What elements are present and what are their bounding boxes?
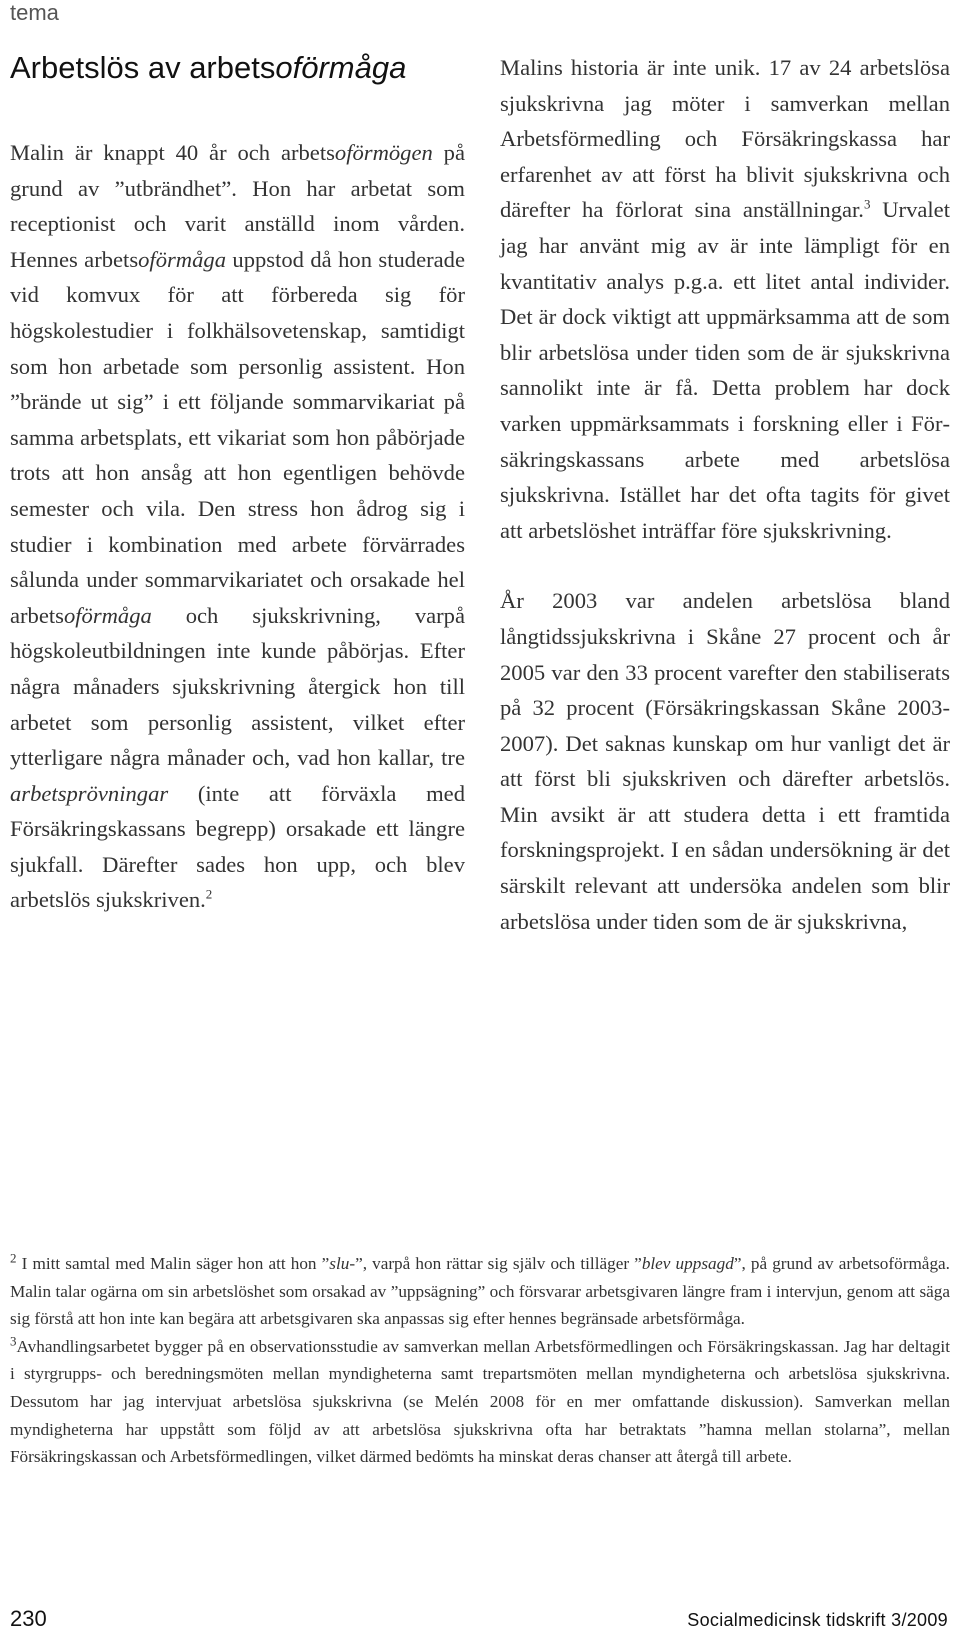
footnote-number: 3 <box>10 1333 17 1349</box>
text-run: (inte att förväxla med Försäkringskassans begrepp) orsakade ett längre sjukfall. Därefter sades hon upp, och blev arbetslös sjukskriven. <box>10 780 465 913</box>
italic-run: oförmåga <box>138 246 226 272</box>
text-run: I mitt samtal med Malin säger hon att hon ” <box>16 1254 330 1273</box>
italic-run: oförmögen <box>334 140 433 165</box>
text-run: och sjukskrivning, varpå högskoleutbildningen inte kunde påbörjas. Efter några månaders sjukskrivning återgick hon till arbetet som personlig assistent, vilket efter ytterligare några månader och, vad hon kallar, tre <box>10 602 465 771</box>
footnote-number: 2 <box>10 1250 17 1266</box>
right-paragraph-2: År 2003 var andelen arbetslösa bland långtidssjukskrivna i Skåne 27 procent och år 2005 var den 33 procent varefter den stabiliserats på 32 procent (Försäkringskassan Skåne 2003-2007). Det saknas kunskap om hur vanligt det är att först bli sjukskriven och därefter arbetslös. Min avsikt är att studera detta i ett framtida forskningsprojekt. I en sådan undersökning är det särskilt relevant att undersöka andelen som blir arbetslösa under tiden som de är sjukskrivna, <box>500 588 950 934</box>
italic-run: oförmåga <box>63 602 152 628</box>
footnote-ref-2[interactable]: 2 <box>205 886 213 902</box>
title-italic: oförmåga <box>275 50 407 85</box>
journal-name: Socialmedicinsk tidskrift 3/2009 <box>687 1610 948 1630</box>
text-run: på grund av ”utbrändhet”. Hon har arbetat som receptionist och varit anställd inom vården. Hennes arbets <box>10 140 465 272</box>
text-run: ”, varpå hon rättar sig själv och tilläger ” <box>355 1254 642 1273</box>
right-paragraph-1 <box>500 50 950 548</box>
footnote-3 <box>10 1333 950 1471</box>
right-column <box>500 50 950 939</box>
page-number: 230 <box>10 1606 47 1631</box>
text-run: Malins historia är inte unik. 17 av 24 arbetslösa sjukskrivna jag möter i samverkan mellan Arbetsförmedling och Försäkringskassa har erfarenhet av att först ha blivit sjukskrivna och därefter ha förlorat sina anställningar. <box>500 55 950 223</box>
text-run: Urvalet jag har använt mig av är inte lämpligt för en kvantitativ analys p.g.a. ett litet antal individer. Det är dock viktigt att uppmärksamma att de som blir arbetslösa under tiden som de är sjukskrivna sannolikt inte är få. Detta problem har dock varken uppmärksammats i forskning eller i Försäkringskassans arbete med arbetslösa sjukskrivna. Istället har det ofta tagits för givet att arbetslöshet inträffar före sjukskrivning. <box>500 197 950 543</box>
text-run: Avhandlingsarbetet bygger på en observationsstudie av samverkan mellan Arbetsförmedlingen och Försäkringskassan. Jag har deltagit i styrgrupps- och beredningsmöten mellan myndigheterna samt trepartsmöten mellan myndigheterna och arbetslösa sjukskrivna. Dessutom har jag intervjuat arbetslösa sjukskrivna (se Melén 2008 för en mer omfattande diskussion). Samverkan mellan myndigheterna har uppstått som följd av att arbetslösa sjukskrivna ofta har betraktats ”hamna mellan stolarna”, mellan Försäkringskassan och Arbetsförmedlingen, vilket därmed bedömts ha minskat deras chanser att återgå till arbete. <box>10 1336 950 1467</box>
italic-run: arbetsprövningar <box>10 780 169 806</box>
footnote-2 <box>10 1250 950 1333</box>
text-run: uppstod då hon studerade vid komvux för att förbereda sig för högskolestudier i folkhälsovetenskap, samtidigt som hon arbetade som personlig assistent. Hon ”brände ut sig” i ett följande sommarvikariat på samma arbetsplats, ett vikariat som hon påbörjade trots att hon ansåg att hon egentligen behövde semester och vila. Den stress hon ådrog sig i studier i kombination med arbete förvärrades sålunda under sommarvikariatet och orsakade hel arbets <box>10 246 465 628</box>
left-paragraph-1 <box>10 135 465 918</box>
section-tag: tema <box>10 0 59 25</box>
text-run: Malin är knappt 40 år och arbets <box>10 140 335 165</box>
text-run: ”, på grund av arbetsoförmåga. Malin talar ogärna om sin arbetslöshet som orsakad av ”uppsägning” och försvarar arbetsgivaren längre fram i intervjun, genom att säga sig förstå att hon inte kan begära att arbetsgivaren ska anpassas sig efter hennes begränsade arbetsförmåga. <box>10 1254 950 1329</box>
footnote-ref-3[interactable]: 3 <box>863 196 871 212</box>
left-column <box>10 135 465 918</box>
footnotes <box>10 1250 950 1471</box>
italic-run: blev uppsagd <box>641 1254 734 1273</box>
article-title <box>10 50 465 86</box>
title-plain: Arbetslös av arbets <box>10 50 276 85</box>
italic-run: slu- <box>329 1254 356 1273</box>
